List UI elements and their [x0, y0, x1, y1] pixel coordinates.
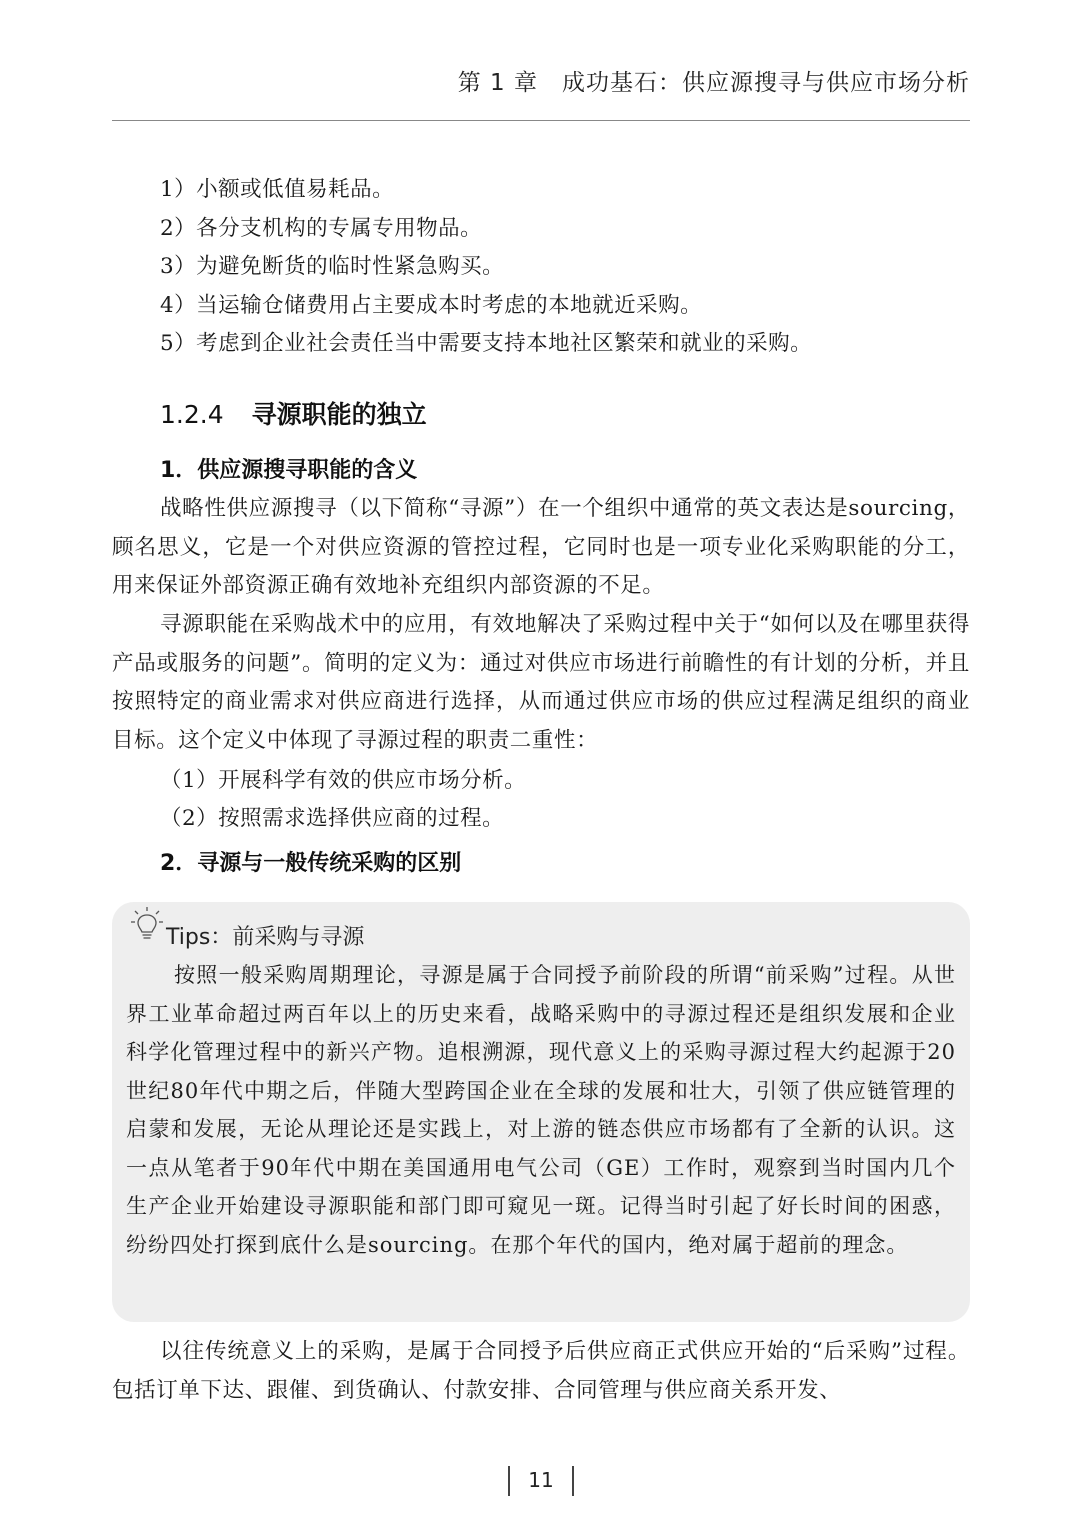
- section-title: 寻源职能的独立: [251, 400, 427, 429]
- page-number: 11: [528, 1468, 554, 1492]
- tips-label: Tips：: [166, 925, 233, 950]
- subsection-heading: 1．供应源搜寻职能的含义: [160, 458, 418, 483]
- list-item: 1）小额或低值易耗品。: [160, 177, 395, 202]
- section-heading: [160, 395, 427, 431]
- paragraph: 战略性供应源搜寻（以下简称“寻源”）在一个组织中通常的英文表达是sourcing，顾名思义，它是一个对供应资源的管控过程，它同时也是一项专业化采购职能的分工，用来保证外部资源正确有效地补充组织内部资源的不足。: [112, 496, 970, 598]
- running-head: 第 1 章 成功基石：供应源搜寻与供应市场分析: [457, 70, 970, 96]
- lightbulb-icon: [130, 906, 164, 942]
- footer-bar-right: [572, 1466, 574, 1496]
- paragraph: 寻源职能在采购战术中的应用，有效地解决了采购过程中关于“如何以及在哪里获得产品或服务的问题”。简明的定义为：通过对供应市场进行前瞻性的有计划的分析，并且按照特定的商业需求对供应商进行选择，从而通过供应市场的供应过程满足组织的商业目标。这个定义中体现了寻源过程的职责二重性：: [112, 612, 970, 753]
- paragraph: 以往传统意义上的采购，是属于合同授予后供应商正式供应开始的“后采购”过程。包括订单下达、跟催、到货确认、付款安排、合同管理与供应商关系开发、: [112, 1339, 970, 1403]
- tips-title: [166, 920, 364, 951]
- list-item: 4）当运输仓储费用占主要成本时考虑的本地就近采购。: [160, 293, 703, 318]
- list-item: （1）开展科学有效的供应市场分析。: [160, 768, 527, 793]
- tips-body: 按照一般采购周期理论，寻源是属于合同授予前阶段的所谓“前采购”过程。从世界工业革命超过两百年以上的历史来看，战略采购中的寻源过程还是组织发展和企业科学化管理过程中的新兴产物。追根溯源，现代意义上的采购寻源过程大约起源于20世纪80年代中期之后，伴随大型跨国企业在全球的发展和壮大，引领了供应链管理的启蒙和发展，无论从理论还是实践上，对上游的链态供应市场都有了全新的认识。这一点从笔者于90年代中期在美国通用电气公司（GE）工作时，观察到当时国内几个生产企业开始建设寻源职能和部门即可窥见一斑。记得当时引起了好长时间的困惑，纷纷四处打探到底什么是sourcing。在那个年代的国内，绝对属于超前的理念。: [126, 963, 956, 1257]
- subsection-heading: 2．寻源与一般传统采购的区别: [160, 851, 462, 876]
- section-number: 1.2.4: [160, 400, 224, 429]
- footer-bar-left: [508, 1466, 510, 1496]
- list-item: 2）各分支机构的专属专用物品。: [160, 216, 483, 241]
- list-item: 3）为避免断货的临时性紧急购买。: [160, 254, 505, 279]
- list-item: 5）考虑到企业社会责任当中需要支持本地社区繁荣和就业的采购。: [160, 331, 813, 356]
- tips-heading: 前采购与寻源: [232, 925, 365, 950]
- list-item: （2）按照需求选择供应商的过程。: [160, 806, 505, 831]
- header-rule: [112, 120, 970, 121]
